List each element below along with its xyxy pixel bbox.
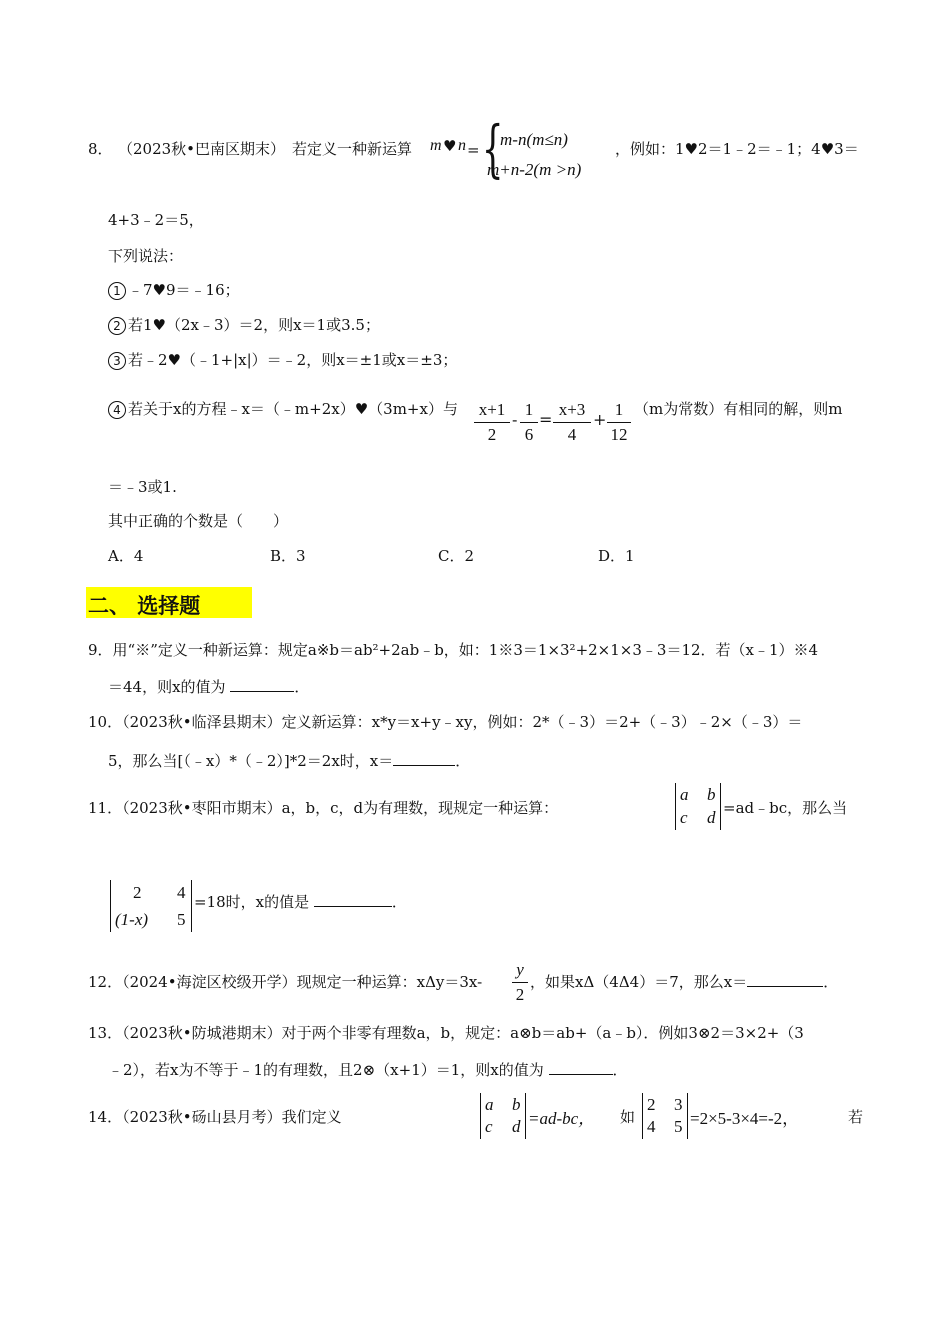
det-b: b [512, 1095, 521, 1114]
det-d: d [707, 808, 716, 827]
det-entry-3: 3 [674, 1095, 683, 1114]
q8-case1: m-n(m≤n) [500, 130, 568, 149]
circled-4-icon: 4 [108, 401, 126, 419]
q14-if: 若 [848, 1108, 864, 1126]
q8-statement-4-cont: （m为常数）有相同的解，则m [634, 400, 843, 418]
q12-line1: 12．（2024•海淀区校级开学）现规定一种运算：xΔy＝3x- [88, 973, 483, 991]
q8-example: ，例如：1♥2＝1﹣2＝﹣1；4♥3＝ [615, 140, 859, 158]
det-entry-4: 4 [647, 1117, 656, 1136]
det-entry-1-minus-x: (1-x) [115, 910, 149, 929]
answer-blank[interactable] [549, 1060, 613, 1075]
answer-blank[interactable] [230, 677, 294, 692]
determinant-left-bar [480, 1093, 481, 1139]
q8-statement-3: 3 若﹣2♥（﹣1+|x|）＝﹣2，则x＝±1或x＝±3； [108, 349, 457, 370]
det-entry-2: 2 [133, 883, 142, 902]
q9-line1: 9．用“※”定义一种新运算：规定a※b＝ab²+2ab﹣b，如：1※3＝1×3²+2×1×3﹣3＝12．若（x﹣1）※4 [88, 641, 819, 659]
q8-question: 其中正确的个数是（ ） [108, 512, 289, 530]
det-entry-2: 2 [647, 1095, 656, 1114]
det-b: b [707, 785, 716, 804]
determinant-right-bar [687, 1093, 688, 1139]
q8-eq: = [467, 141, 480, 159]
answer-blank[interactable] [393, 751, 455, 766]
q8-op-n: n [458, 137, 466, 154]
q8-option-d: D．1 [598, 547, 635, 565]
circled-2-icon: 2 [108, 317, 126, 335]
q14-example-calc: =2×5-3×4=-2， [690, 1109, 800, 1128]
q8-text: 若定义一种新运算 [292, 140, 413, 158]
circled-3-icon: 3 [108, 352, 126, 370]
equals-sign: = [539, 410, 553, 429]
q12-line1-cont: ，如果xΔ（4Δ4）＝7，那么x＝ ． [530, 973, 839, 991]
determinant-left-bar [675, 783, 676, 830]
circled-1-icon: 1 [108, 282, 126, 300]
determinant-left-bar [642, 1093, 643, 1139]
left-brace-icon: { [481, 112, 504, 185]
q13-line2: ﹣2），若x为不等于﹣1的有理数，且2⊗（x+1）＝1，则x的值为 ． [108, 1061, 628, 1079]
q10-line2: 5，那么当[（﹣x）*（﹣2）]*2＝2x时，x＝ ． [108, 752, 471, 770]
q14-like: 如 [620, 1108, 636, 1126]
det-d: d [512, 1117, 521, 1136]
answer-blank[interactable] [747, 972, 823, 987]
det-entry-4: 4 [177, 883, 186, 902]
det-a: a [680, 785, 689, 804]
determinant-left-bar [110, 880, 111, 932]
q14-line1: 14．（2023秋•砀山县月考）我们定义 [88, 1108, 342, 1126]
minus-sign: - [512, 410, 518, 429]
q14-definition: =ad-bc， [528, 1109, 596, 1128]
q8-case2: m+n-2(m >n) [487, 160, 582, 179]
q8-statement-4: 4 若关于x的方程﹣x＝（﹣m+2x）♥（3m+x）与 [108, 398, 458, 419]
det-a: a [485, 1095, 494, 1114]
q8-op-m: m [430, 137, 442, 154]
q10-line1: 10．（2023秋•临泽县期末）定义新运算：x*y＝x+y﹣xy，例如：2*（﹣3）＝2+（﹣3）﹣2×（﹣3）＝ [88, 713, 803, 731]
q8-statement-1: 1 ﹣7♥9＝﹣16； [108, 279, 240, 300]
det-entry-5: 5 [674, 1117, 683, 1136]
section-title: 二、 选择题 [88, 594, 201, 618]
answer-blank[interactable] [314, 892, 392, 907]
q9-line2: ＝44，则x的值为 ． [108, 678, 310, 696]
q8-option-c: C．2 [438, 547, 475, 565]
q8-source: （2023秋•巴南区期末） [118, 140, 286, 158]
fraction-1-over-6: 1 6 [520, 400, 538, 445]
det-entry-5: 5 [177, 910, 186, 929]
q8-intro: 下列说法： [108, 247, 184, 265]
heart-icon: ♥ [443, 137, 457, 155]
det-c: c [680, 808, 688, 827]
fraction-1-over-12: 1 12 [607, 400, 631, 445]
q8-statement-2: 2 若1♥（2x﹣3）＝2，则x＝1或3.5； [108, 314, 380, 335]
fraction-x-plus-3-over-4: x+3 4 [553, 400, 591, 445]
det-c: c [485, 1117, 493, 1136]
determinant-right-bar [525, 1093, 526, 1139]
q11-line1-cont: =ad﹣bc，那么当 [723, 799, 848, 817]
determinant-right-bar [191, 880, 192, 932]
q11-line1: 11．（2023秋•枣阳市期末）a，b，c，d为有理数，现规定一种运算： [88, 799, 559, 817]
plus-sign: + [593, 410, 607, 429]
fraction-y-over-2: y 2 [512, 960, 528, 1005]
q11-line2: =18时，x的值是 ． [194, 893, 407, 911]
determinant-right-bar [720, 783, 721, 830]
q8-option-a: A．4 [108, 547, 144, 565]
q8-number: 8． [88, 140, 113, 158]
q13-line1: 13．（2023秋•防城港期末）对于两个非零有理数a，b，规定：a⊗b＝ab+（a﹣b）．例如3⊗2＝3×2+（3 [88, 1024, 804, 1042]
q8-example-cont: 4+3﹣2＝5， [108, 211, 204, 229]
fraction-x-plus-1-over-2: x+1 2 [474, 400, 510, 445]
q8-statement-4-end: ＝﹣3或1. [108, 478, 177, 496]
q8-option-b: B．3 [270, 547, 306, 565]
